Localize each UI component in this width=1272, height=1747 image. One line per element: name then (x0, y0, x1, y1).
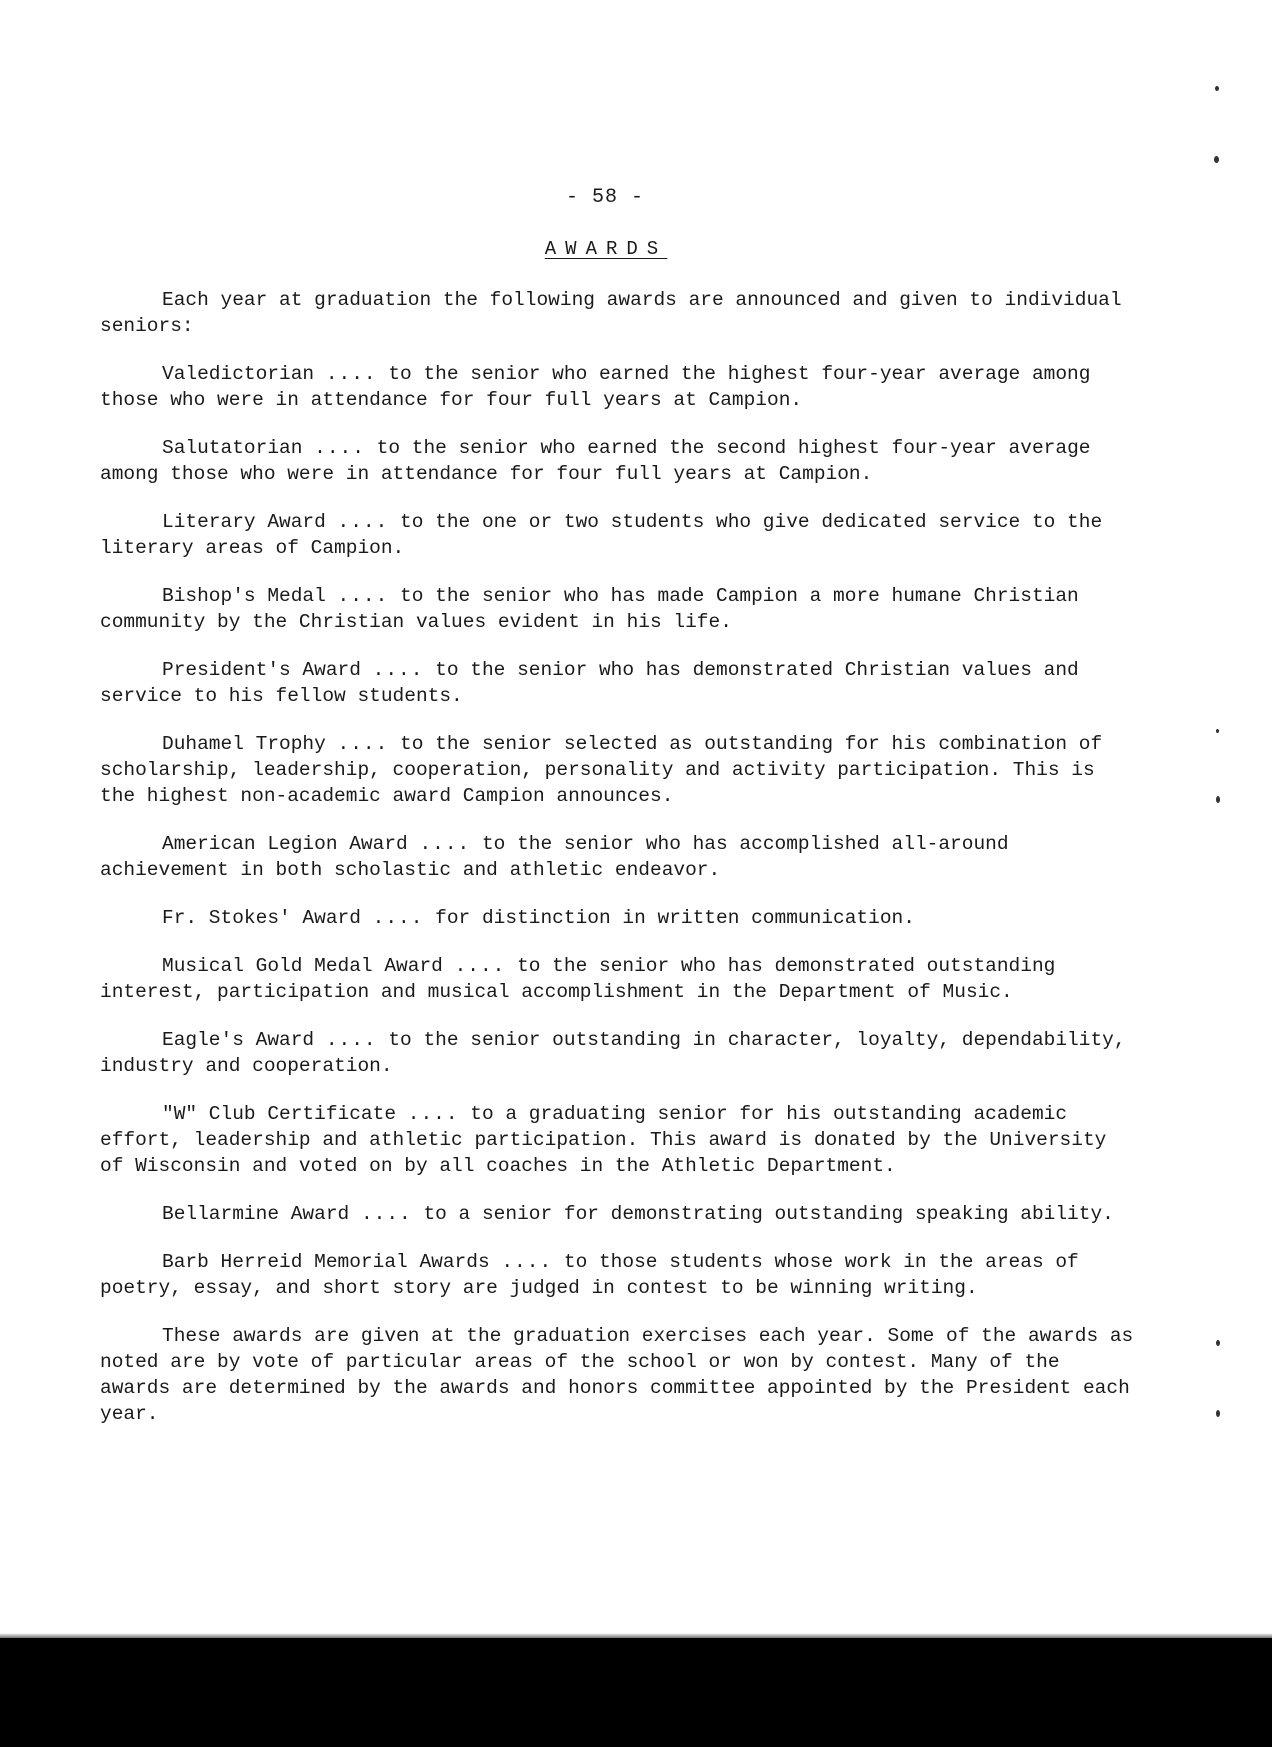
scan-speck (1216, 796, 1220, 803)
award-description: to a graduating senior for his outstanding academic effort, leadership and athletic participation. This award is donated by the University of Wisconsin and voted on by all coaches in the Athletic Department. (100, 1103, 1107, 1177)
award-name: Bishop's Medal (162, 585, 326, 607)
scan-speck (1216, 1340, 1220, 1346)
award-separator: .... (337, 585, 389, 607)
award-separator: .... (337, 733, 389, 755)
award-description: to the senior who earned the second highest four-year average among those who were in attendance for four full years at Campion. (100, 437, 1091, 485)
award-entry-bellarmine (100, 1201, 1140, 1227)
award-description: to the senior selected as outstanding for his combination of scholarship, leadership, cooperation, personality and activity participation. This is the highest non-academic award Campion announces. (100, 733, 1103, 807)
scan-speck (1214, 156, 1219, 163)
award-entry-w-club (100, 1101, 1140, 1179)
award-description: to the senior outstanding in character, loyalty, dependability, industry and cooperation. (100, 1029, 1126, 1077)
award-entry-salutatorian (100, 435, 1140, 487)
award-name: Valedictorian (162, 363, 315, 385)
award-description: to the senior who has demonstrated Christian values and service to his fellow students. (100, 659, 1079, 707)
award-description: to the senior who has made Campion a more humane Christian community by the Christian values evident in his life. (100, 585, 1079, 633)
award-description: to a senior for demonstrating outstanding speaking ability. (423, 1203, 1114, 1225)
closing-paragraph: These awards are given at the graduation exercises each year. Some of the awards as noted are by vote of particular areas of the school or won by contest. Many of the awards are determined by the awards and honors committee appointed by the President each year. (100, 1325, 1134, 1425)
award-entry-presidents-award (100, 657, 1140, 709)
award-entry-barb-herreid (100, 1249, 1140, 1301)
page-title: AWARDS (544, 238, 668, 260)
award-entry-literary (100, 509, 1140, 561)
award-description: to those students whose work in the areas of poetry, essay, and short story are judged in contest to be winning writing. (100, 1251, 1079, 1299)
scan-speck (1216, 1410, 1220, 1417)
award-name: "W" Club Certificate (162, 1103, 397, 1125)
award-name: Barb Herreid Memorial Awards (162, 1251, 490, 1273)
award-entry-fr-stokes (100, 905, 1140, 931)
award-name: American Legion Award (162, 833, 408, 855)
award-name: Musical Gold Medal Award (162, 955, 443, 977)
award-name: Literary Award (162, 511, 326, 533)
award-name: President's Award (162, 659, 361, 681)
award-entry-bishops-medal (100, 583, 1140, 635)
award-description: to the senior who earned the highest four-year average among those who were in attendance for four full years at Campion. (100, 363, 1091, 411)
award-separator: .... (407, 1103, 459, 1125)
award-separator: .... (501, 1251, 553, 1273)
award-description: for distinction in written communication. (435, 907, 915, 929)
award-separator: .... (325, 1029, 377, 1051)
award-name: Eagle's Award (162, 1029, 315, 1051)
scan-speck (1216, 729, 1219, 733)
award-separator: .... (419, 833, 471, 855)
award-name: Salutatorian (162, 437, 303, 459)
award-entry-eagles-award (100, 1027, 1140, 1079)
award-separator: .... (454, 955, 506, 977)
scan-black-band (0, 1638, 1272, 1747)
award-separator: .... (314, 437, 365, 459)
award-description: to the one or two students who give dedicated service to the literary areas of Campion. (100, 511, 1103, 559)
award-entry-musical-gold-medal (100, 953, 1140, 1005)
award-separator: .... (325, 363, 377, 385)
document-body (100, 287, 1140, 1449)
award-description: to the senior who has accomplished all-around achievement in both scholastic and athletic endeavor. (100, 833, 1009, 881)
award-separator: .... (360, 1203, 412, 1225)
award-entry-american-legion (100, 831, 1140, 883)
award-separator: .... (337, 511, 389, 533)
award-separator: .... (372, 907, 424, 929)
award-description: to the senior who has demonstrated outstanding interest, participation and musical accomplishment in the Department of Music. (100, 955, 1056, 1003)
award-entry-duhamel-trophy (100, 731, 1140, 809)
award-name: Duhamel Trophy (162, 733, 326, 755)
award-name: Fr. Stokes' Award (162, 907, 361, 929)
scan-speck (1215, 86, 1219, 91)
page-number: - 58 - (565, 186, 644, 209)
award-separator: .... (372, 659, 424, 681)
award-entry-valedictorian (100, 361, 1140, 413)
intro-paragraph: Each year at graduation the following awards are announced and given to individual seniors: (100, 289, 1122, 337)
award-name: Bellarmine Award (162, 1203, 350, 1225)
